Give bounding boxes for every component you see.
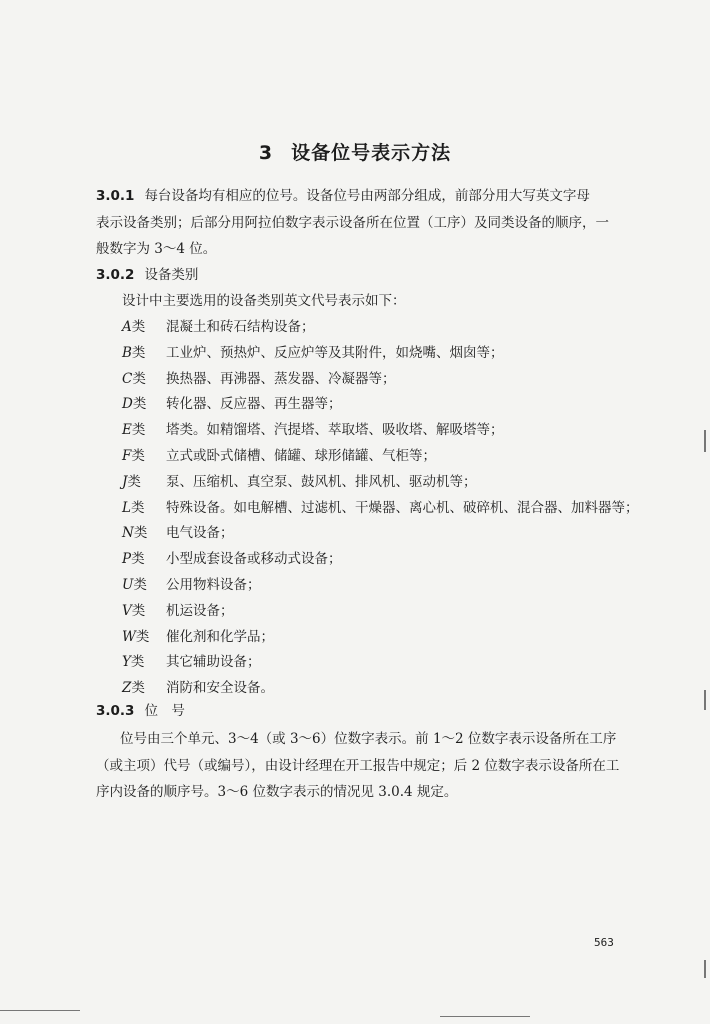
category-description: 催化剂和化学品； — [166, 629, 274, 645]
section-title: 位 号 — [144, 703, 185, 719]
scan-edge-mark — [704, 690, 706, 710]
equipment-category-item — [122, 499, 639, 517]
equipment-category-item — [122, 550, 342, 568]
category-suffix: 类 — [131, 448, 145, 464]
category-suffix: 类 — [131, 551, 145, 567]
category-suffix: 类 — [132, 371, 146, 387]
section-3-0-1-line-1 — [96, 187, 590, 205]
equipment-category-item — [122, 576, 261, 594]
category-code — [122, 318, 166, 336]
category-letter: U — [122, 577, 134, 593]
category-letter: F — [122, 448, 132, 464]
category-suffix: 类 — [131, 680, 145, 696]
equipment-category-item — [122, 318, 315, 336]
category-letter: Y — [122, 654, 131, 670]
category-description: 换热器、再沸器、蒸发器、冷凝器等； — [166, 371, 396, 387]
section-3-0-1-line-3: 般数字为 3～4 位。 — [96, 241, 217, 257]
category-code — [122, 653, 166, 671]
category-suffix: 类 — [133, 577, 147, 593]
category-description: 工业炉、预热炉、反应炉等及其附件，如烧嘴、烟囱等； — [166, 345, 504, 361]
category-letter: J — [122, 474, 128, 490]
section-3-0-2-intro: 设计中主要选用的设备类别英文代号表示如下： — [122, 293, 406, 309]
category-description: 立式或卧式储槽、储罐、球形储罐、气柜等； — [166, 448, 436, 464]
paragraph-text: 每台设备均有相应的位号。设备位号由两部分组成，前部分用大写英文字母 — [144, 188, 590, 204]
category-suffix: 类 — [127, 474, 141, 490]
equipment-category-item — [122, 370, 396, 388]
category-suffix: 类 — [131, 603, 146, 619]
equipment-category-item — [122, 653, 261, 671]
category-letter: Z — [122, 680, 132, 696]
category-description: 电气设备； — [166, 525, 234, 541]
category-description: 转化器、反应器、再生器等； — [166, 396, 342, 412]
category-code — [122, 395, 166, 413]
category-description: 塔类。如精馏塔、汽提塔、萃取塔、吸收塔、解吸塔等； — [166, 422, 504, 438]
scan-edge-mark — [0, 1010, 80, 1011]
section-number: 3.0.3 — [96, 703, 135, 719]
category-code — [122, 370, 166, 388]
category-suffix: 类 — [130, 500, 145, 516]
section-3-0-3-line-3: 序内设备的顺序号。3～6 位数字表示的情况见 3.0.4 规定。 — [96, 784, 458, 800]
category-description: 机运设备； — [166, 603, 234, 619]
section-number: 3.0.1 — [96, 188, 135, 204]
category-description: 其它辅助设备； — [166, 654, 261, 670]
section-3-0-1-line-2: 表示设备类别；后部分用阿拉伯数字表示设备所在位置（工序）及同类设备的顺序，一 — [96, 215, 609, 231]
chapter-number: 3 — [258, 142, 274, 164]
section-3-0-3-line-1: 位号由三个单元、3～4（或 3～6）位数字表示。前 1～2 位数字表示设备所在工序 — [120, 731, 617, 747]
category-code — [122, 524, 166, 542]
category-suffix: 类 — [132, 396, 147, 412]
category-letter: B — [122, 345, 132, 361]
category-description: 混凝土和砖石结构设备； — [166, 319, 315, 335]
category-letter: L — [122, 500, 131, 516]
section-3-0-2-heading — [96, 266, 198, 284]
category-code — [122, 679, 166, 697]
category-letter: C — [122, 371, 133, 387]
category-code — [122, 499, 166, 517]
category-description: 泵、压缩机、真空泵、鼓风机、排风机、驱动机等； — [166, 474, 477, 490]
category-letter: P — [122, 551, 132, 567]
category-description: 消防和安全设备。 — [166, 680, 274, 696]
category-letter: W — [122, 629, 136, 645]
section-3-0-3-heading — [96, 702, 185, 720]
category-code — [122, 344, 166, 362]
equipment-category-item — [122, 602, 234, 620]
category-suffix: 类 — [131, 319, 146, 335]
category-letter: V — [122, 603, 132, 619]
category-description: 公用物料设备； — [166, 577, 261, 593]
category-code — [122, 576, 166, 594]
category-suffix: 类 — [131, 422, 146, 438]
category-letter: N — [122, 525, 134, 541]
section-number: 3.0.2 — [96, 267, 135, 283]
section-title: 设备类别 — [144, 267, 199, 283]
equipment-category-item — [122, 473, 477, 491]
category-code — [122, 473, 166, 491]
section-3-0-3-line-2: （或主项）代号（或编号），由设计经理在开工报告中规定；后 2 位数字表示设备所在工 — [96, 758, 620, 774]
equipment-category-item — [122, 344, 504, 362]
category-code — [122, 421, 166, 439]
scan-edge-mark — [440, 1016, 530, 1017]
category-letter: A — [122, 319, 132, 335]
equipment-category-item — [122, 628, 274, 646]
category-code — [122, 550, 166, 568]
scan-edge-mark — [704, 430, 706, 452]
category-code — [122, 602, 166, 620]
category-code — [122, 447, 166, 465]
category-letter: D — [122, 396, 133, 412]
category-description: 小型成套设备或移动式设备； — [166, 551, 342, 567]
scan-edge-mark — [704, 960, 706, 978]
equipment-category-item — [122, 524, 234, 542]
category-letter: E — [122, 422, 132, 438]
chapter-title — [0, 138, 710, 165]
category-suffix: 类 — [130, 654, 145, 670]
category-suffix: 类 — [131, 345, 146, 361]
equipment-category-item — [122, 679, 274, 697]
category-suffix: 类 — [135, 629, 150, 645]
chapter-title-text: 设备位号表示方法 — [291, 142, 452, 164]
category-description: 特殊设备。如电解槽、过滤机、干燥器、离心机、破碎机、混合器、加料器等； — [166, 500, 639, 516]
category-suffix: 类 — [133, 525, 148, 541]
page-number: 563 — [594, 936, 614, 949]
equipment-category-item — [122, 395, 342, 413]
category-code — [122, 628, 166, 646]
equipment-category-item — [122, 421, 504, 439]
equipment-category-item — [122, 447, 436, 465]
